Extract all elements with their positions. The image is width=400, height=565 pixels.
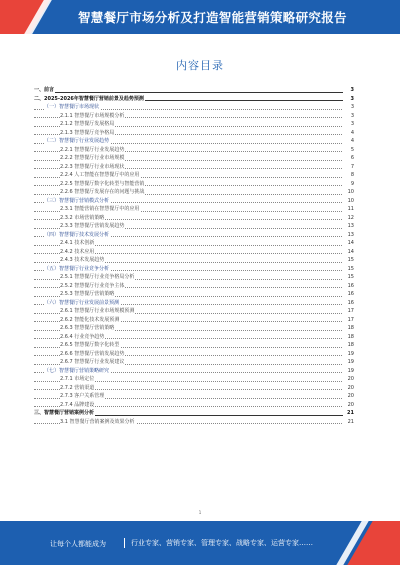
toc-entry[interactable] (34, 290, 354, 299)
footer-slogan: 让每个人都能成为 (50, 540, 106, 548)
toc-entry-title: 2.5.1 智慧餐厅行业竞争格局分析 (60, 274, 135, 280)
toc-entry[interactable] (34, 358, 354, 367)
toc-entry-page: 14 (343, 239, 354, 248)
toc-entry[interactable] (34, 375, 354, 384)
toc-entry[interactable] (34, 231, 354, 240)
toc-entry-title: （四）智慧餐厅技术发展分析 (44, 231, 110, 238)
toc-entry-title: （二）智慧餐厅行业发展趋势 (44, 138, 110, 144)
toc-entry[interactable] (34, 409, 354, 418)
toc-entry-title: 二、2025-2026年智慧餐厅营销前景及趋势预测 (34, 95, 144, 102)
toc-entry[interactable] (34, 392, 354, 401)
toc-entry-title: 2.7.2 营销渠道 (60, 384, 95, 391)
toc-entry[interactable] (34, 180, 354, 189)
toc-entry[interactable] (34, 222, 354, 231)
toc-entry-page: 14 (343, 248, 354, 257)
toc-entry[interactable] (34, 146, 354, 155)
toc-entry-page: 15 (343, 265, 354, 274)
toc-entry-page: 6 (343, 154, 354, 163)
toc-entry-page: 19 (343, 350, 354, 359)
toc-entry-page: 20 (343, 384, 354, 393)
toc-entry[interactable] (34, 256, 354, 265)
toc-entry[interactable] (34, 95, 354, 104)
toc-entry-title: 2.3.3 智慧餐厅营销发展趋势 (60, 223, 125, 229)
toc-entry-title: 2.6.5 智慧餐厅数字化转型 (60, 342, 120, 348)
toc-entry-title: 2.3.1 智能营销在智慧餐厅中的应用 (60, 206, 140, 212)
toc-entry-title: 2.6.7 智慧餐厅行业发展建议 (60, 359, 125, 365)
toc-entry[interactable] (34, 341, 354, 350)
toc-entry-page: 21 (343, 409, 354, 418)
toc-entry[interactable] (34, 367, 354, 376)
report-header-banner (0, 0, 400, 34)
toc-entry-title: 3.1 智慧餐厅营销案例及效果分析 (60, 418, 135, 425)
toc-entry[interactable] (34, 129, 354, 138)
toc-entry-page: 15 (343, 256, 354, 265)
toc-entry-title: 2.2.2 智慧餐厅行业市场规模 (60, 155, 125, 161)
toc-entry-title: （一）智慧餐厅市场现状 (44, 104, 100, 110)
toc-entry-title: 2.6.3 智慧餐厅营销策略 (60, 325, 115, 331)
toc-entry[interactable] (34, 188, 354, 197)
toc-entry-title: 2.7.4 品牌建设 (60, 401, 95, 408)
toc-entry-page: 17 (343, 316, 354, 325)
toc-entry-page: 4 (343, 129, 354, 138)
toc-entry[interactable] (34, 112, 354, 121)
toc-entry-title: （五）智慧餐厅行业竞争分析 (44, 265, 110, 272)
toc-entry[interactable] (34, 248, 354, 257)
toc-entry-title: 2.5.2 智慧餐厅行业竞争主体 (60, 282, 125, 289)
toc-entry-page: 17 (343, 307, 354, 316)
toc-entry-page: 19 (343, 367, 354, 376)
toc-entry[interactable] (34, 401, 354, 410)
toc-entry[interactable] (34, 120, 354, 129)
toc-entry[interactable] (34, 418, 354, 427)
toc-entry-page: 13 (343, 231, 354, 240)
toc-entry-page: 3 (343, 103, 354, 112)
toc-entry-page: 16 (343, 290, 354, 299)
page-number: 1 (198, 510, 202, 515)
toc-entry-page: 18 (343, 333, 354, 342)
toc-entry-page: 19 (343, 358, 354, 367)
toc-entry[interactable] (34, 137, 354, 146)
toc-entry-page: 11 (343, 205, 354, 214)
toc-entry-page: 12 (343, 214, 354, 223)
toc-entry-page: 10 (343, 197, 354, 206)
report-title: 智慧餐厅市场分析及打造智能营销策略研究报告 (78, 10, 347, 25)
toc-entry-page: 8 (343, 171, 354, 180)
toc-entry-title: 2.6.4 行业竞争趋势 (60, 333, 105, 340)
toc-entry-page: 20 (343, 375, 354, 384)
toc-entry-title: 2.2.1 智慧餐厅行业发展趋势 (60, 146, 125, 153)
toc-entry-page: 16 (343, 282, 354, 291)
toc-entry[interactable] (34, 163, 354, 172)
toc-entry-title: 2.1.2 智慧餐厅发展格局 (60, 121, 115, 127)
toc-entry-title: 2.1.1 智慧餐厅市场规模分析 (60, 112, 125, 119)
toc-entry[interactable] (34, 307, 354, 316)
toc-entry-title: 一、前言 (34, 87, 55, 93)
toc-entry-page: 20 (343, 401, 354, 410)
toc-entry-title: （六）智慧餐厅行业发展前景预测 (44, 299, 120, 306)
toc-entry[interactable] (34, 214, 354, 223)
toc-entry-title: 2.2.6 智慧餐厅发展存在的问题与挑战 (60, 189, 145, 195)
toc-entry-page: 9 (343, 180, 354, 189)
toc-entry-title: 2.3.2 市场营销策略 (60, 214, 105, 221)
toc-entry-page: 10 (343, 188, 354, 197)
toc-entry-page: 3 (343, 112, 354, 121)
toc-entry[interactable] (34, 384, 354, 393)
toc-entry[interactable] (34, 282, 354, 291)
toc-entry[interactable] (34, 333, 354, 342)
toc-entry-title: 2.4.1 技术创新 (60, 240, 95, 246)
toc-entry-page: 5 (343, 146, 354, 155)
toc-entry-title: 2.2.4 人工智能在智慧餐厅中的应用 (60, 172, 140, 178)
toc-entry-title: 2.7.3 客户关系管理 (60, 393, 105, 399)
toc-entry[interactable] (34, 205, 354, 214)
toc-entry-page: 16 (343, 299, 354, 308)
toc-entry[interactable] (34, 265, 354, 274)
toc-entry-page: 3 (343, 95, 354, 104)
toc-entry-page: 20 (343, 392, 354, 401)
toc-entry[interactable] (34, 86, 354, 95)
toc-entry-page: 4 (343, 137, 354, 146)
toc-entry-page: 3 (343, 86, 354, 95)
toc-entry-title: 2.6.2 智能化技术发展预测 (60, 316, 120, 323)
toc-entry[interactable] (34, 171, 354, 180)
toc-entry-title: （七）智慧餐厅营销策略研究 (44, 367, 110, 374)
toc-entry-title: 三、智慧餐厅营销案例分析 (34, 410, 95, 416)
toc-entry-page: 13 (343, 222, 354, 231)
toc-entry-title: 2.1.3 智慧餐厅竞争格局 (60, 129, 115, 136)
table-of-contents (34, 86, 354, 426)
toc-entry[interactable] (34, 273, 354, 282)
toc-entry-title: 2.6.1 智慧餐厅行业市场规模预测 (60, 308, 135, 314)
toc-entry-page: 18 (343, 341, 354, 350)
toc-entry-page: 18 (343, 324, 354, 333)
toc-heading: 内容目录 (176, 59, 224, 72)
toc-entry-title: 2.6.6 智慧餐厅营销发展趋势 (60, 350, 125, 357)
toc-entry[interactable] (34, 197, 354, 206)
toc-entry-page: 7 (343, 163, 354, 172)
toc-entry[interactable] (34, 103, 354, 112)
toc-entry-page: 3 (343, 120, 354, 129)
footer-banner (0, 521, 400, 565)
toc-entry[interactable] (34, 316, 354, 325)
toc-entry-page: 21 (343, 418, 354, 427)
toc-entry-title: （三）智慧餐厅营销模式分析 (44, 197, 110, 204)
toc-entry-title: 2.5.3 智慧餐厅营销策略 (60, 291, 115, 297)
toc-entry-title: 2.7.1 市场定位 (60, 376, 95, 382)
toc-entry-title: 2.4.3 技术发展趋势 (60, 257, 105, 263)
toc-entry[interactable] (34, 299, 354, 308)
footer-tags: 行业专家、营销专家、管理专家、战略专家、运营专家…… (124, 538, 313, 548)
toc-entry[interactable] (34, 350, 354, 359)
toc-entry-title: 2.4.2 技术应用 (60, 248, 95, 255)
toc-entry-page: 15 (343, 273, 354, 282)
toc-entry[interactable] (34, 324, 354, 333)
toc-entry[interactable] (34, 154, 354, 163)
toc-entry-title: 2.2.3 智慧餐厅行业市场现状 (60, 163, 125, 170)
toc-entry[interactable] (34, 239, 354, 248)
toc-leader-dots (34, 92, 354, 93)
toc-entry-title: 2.2.5 智慧餐厅数字化转型与智能营销 (60, 180, 145, 187)
